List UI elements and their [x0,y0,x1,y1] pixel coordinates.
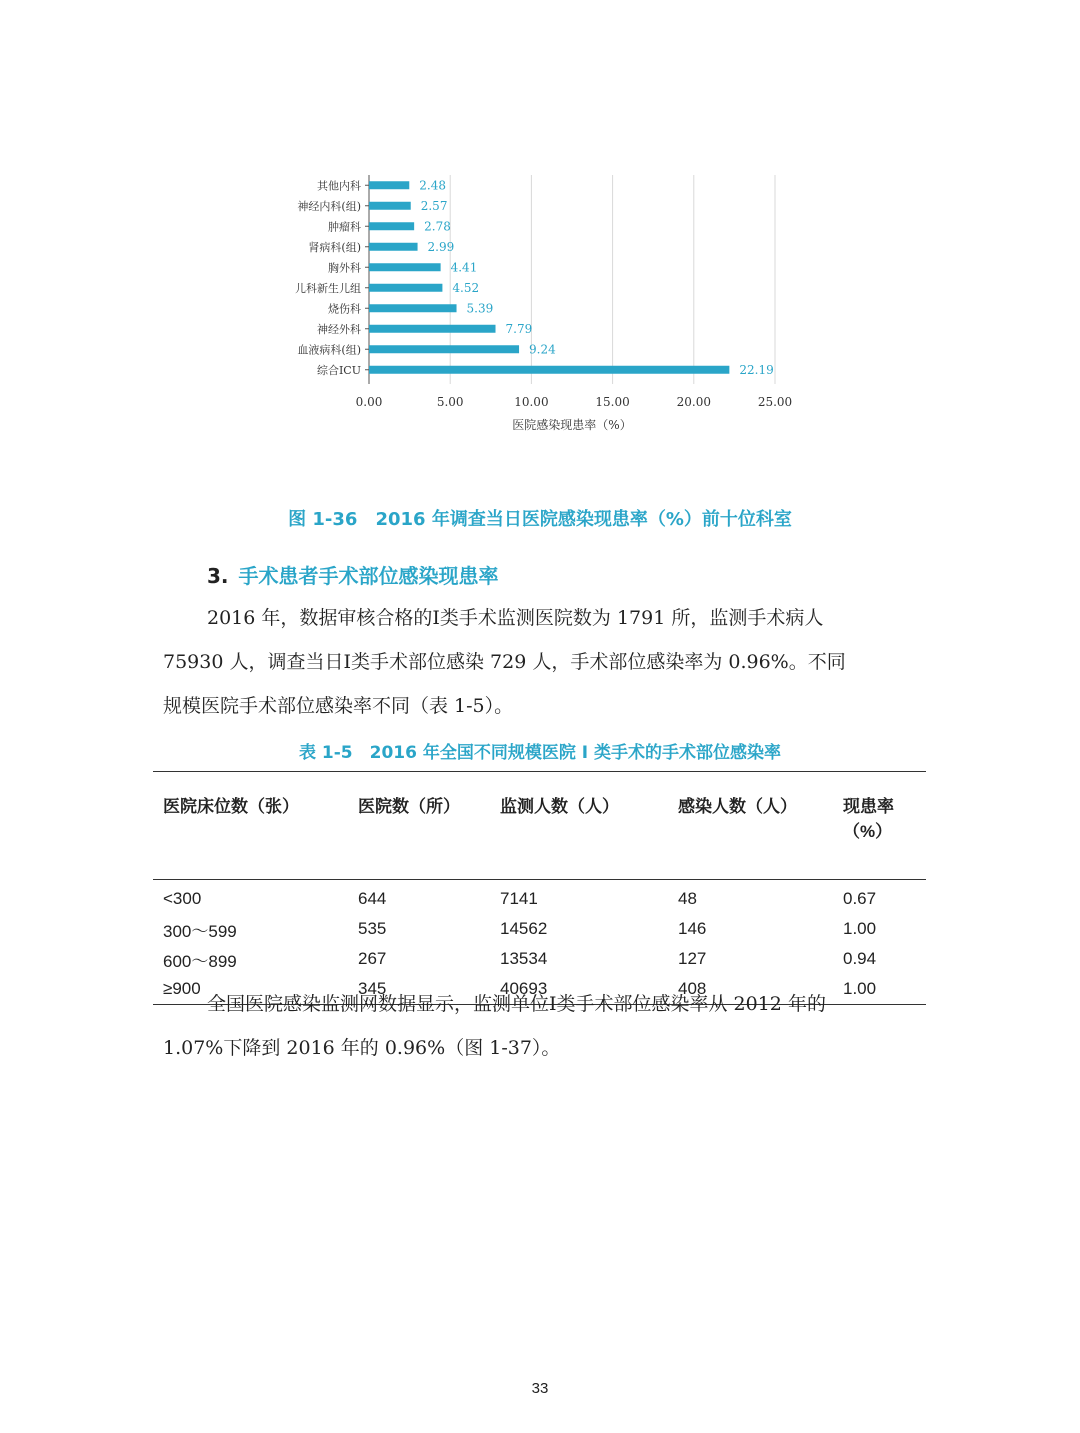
bar-chart [280,165,820,435]
data-label: 2.57 [420,198,448,213]
x-axis-label: 医院感染现患率（%） [512,418,632,432]
table-cell: 1.00 [843,919,877,938]
section-heading [207,560,499,589]
data-label: 4.41 [450,260,478,275]
table-cell: ≥900 [163,979,201,998]
section-title: 手术患者手术部位感染现患率 [238,564,499,588]
category-label: 儿科新生儿组 [295,281,361,295]
bar [369,366,729,374]
bar [369,284,442,292]
category-label: 综合ICU [316,363,361,377]
table-row [153,880,926,915]
category-label: 神经内科(组) [297,199,361,213]
table-cell: 13534 [500,949,548,968]
table-cell: 408 [678,979,707,998]
category-label: 神经外科 [317,322,361,336]
x-tick-label: 5.00 [436,395,464,409]
table-cell: 1.00 [843,979,877,998]
bar [369,304,457,312]
table-cell: 0.94 [843,949,877,968]
data-label: 7.79 [505,321,533,336]
paragraph-line: 1.07%下降到 2016 年的 0.96%（图 1-37）。 [163,1037,561,1059]
bar [369,325,496,333]
table-header-row [153,772,926,880]
table-cell: <300 [163,889,202,908]
table-cell: 300～599 [163,921,237,941]
paragraph-1 [163,596,923,728]
x-tick-label: 25.00 [757,395,793,409]
data-label: 2.48 [419,178,446,193]
category-label: 肾病科(组) [308,240,361,254]
table-cell: 146 [678,919,707,938]
data-label: 9.24 [529,342,556,357]
paragraph-line: 全国医院感染监测网数据显示，监测单位I类手术部位感染率从 2012 年的 [207,993,826,1015]
bar [369,222,414,230]
data-label: 4.52 [452,280,480,295]
category-label: 其他内科 [317,179,361,193]
table-cell: 267 [358,949,387,968]
paragraph-line: 2016 年，数据审核合格的I类手术监测医院数为 1791 所，监测手术病人 [207,607,824,629]
column-header: 现患率（%） [843,797,894,841]
category-label: 肿瘤科 [328,220,361,234]
bar [369,345,519,353]
paragraph-line: 75930 人，调查当日I类手术部位感染 729 人，手术部位感染率为 0.96%。不同 [163,651,846,673]
table-row [153,944,926,974]
paragraph-line: 规模医院手术部位感染率不同（表 1-5）。 [163,695,514,717]
data-label: 22.19 [739,362,774,377]
column-header: 医院数（所） [358,797,460,816]
paragraph-2 [163,982,923,1070]
figure-caption: 图 1-36 2016 年调查当日医院感染现患率（%）前十位科室 [288,509,792,530]
table-cell: 345 [358,979,387,998]
data-label: 2.99 [427,239,455,254]
data-label: 5.39 [466,301,494,316]
data-table [153,771,926,1005]
category-label: 烧伤科 [328,302,361,316]
table-cell: 127 [678,949,707,968]
column-header: 医院床位数（张） [163,797,299,816]
data-label: 2.78 [424,219,451,234]
table-cell: 48 [678,889,697,908]
table-row [153,914,926,944]
table-cell: 14562 [500,919,548,938]
bar [369,243,418,251]
table-cell: 535 [358,919,387,938]
category-label: 血液病科(组) [297,343,361,357]
x-tick-label: 20.00 [676,395,711,409]
x-tick-label: 10.00 [514,395,549,409]
bar [369,181,409,189]
bar [369,263,441,271]
table-caption: 表 1-5 2016 年全国不同规模医院 I 类手术的手术部位感染率 [298,743,782,763]
table-cell: 0.67 [843,889,877,908]
table-cell: 600～899 [163,951,237,971]
bar [369,202,411,210]
section-number: 3. [207,564,229,588]
table-cell: 644 [358,889,387,908]
x-tick-label: 15.00 [595,395,630,409]
page-number: 33 [531,1380,549,1397]
table-cell: 40693 [500,979,548,998]
x-tick-label: 0.00 [355,395,383,409]
table-cell: 7141 [500,889,538,908]
column-header: 监测人数（人） [500,797,619,816]
category-label: 胸外科 [328,261,361,275]
column-header: 感染人数（人） [678,797,797,816]
